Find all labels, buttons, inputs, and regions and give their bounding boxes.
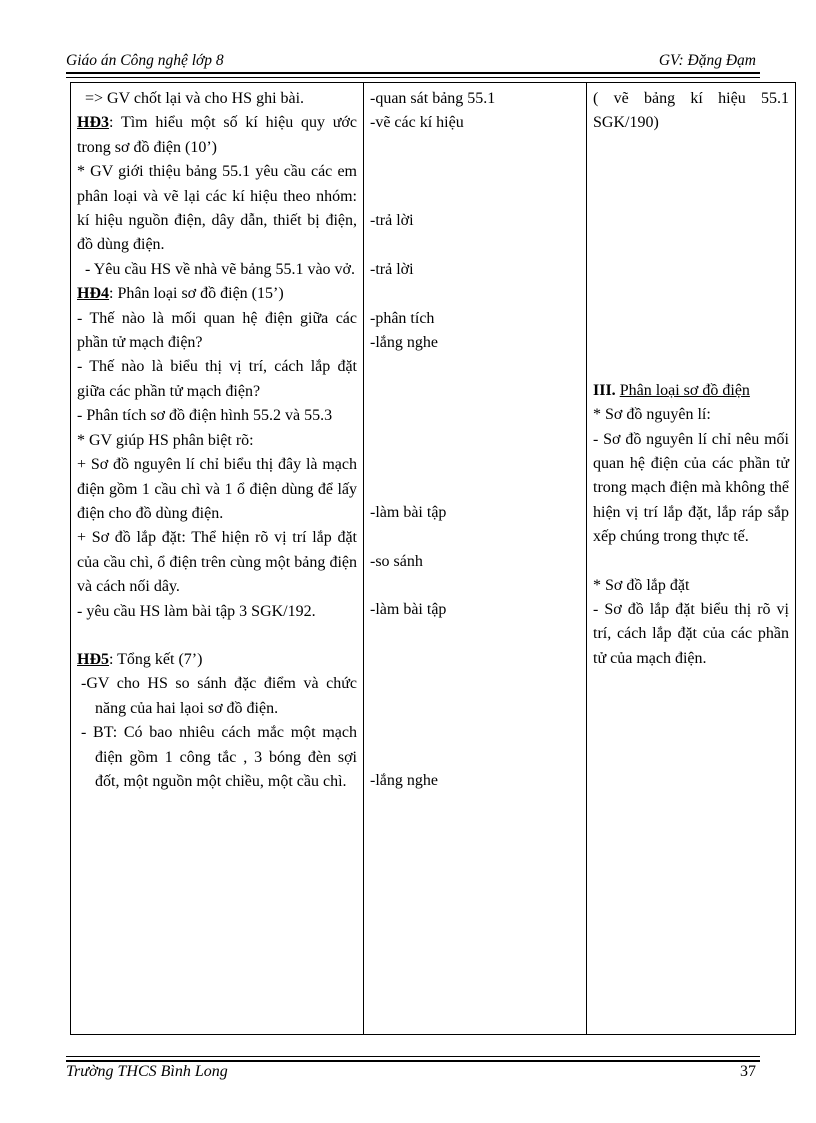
hd4-line — [77, 282, 357, 306]
hd4-text: : Phân loại sơ đồ điện (15’) — [109, 285, 284, 303]
col1-line: - yêu cầu HS làm bài tập 3 SGK/192. — [77, 602, 316, 620]
notes-column — [587, 83, 796, 1035]
col3-line: - Sơ đồ nguyên lí chỉ nêu mối quan hệ điện của các phần tử trong mạch điện mà không thể hiện vị trí lắp đặt, lắp ráp sắp xếp chúng trong thực tế. — [593, 430, 789, 546]
col3-line: ( vẽ bảng kí hiệu 55.1 SGK/190) — [593, 90, 789, 132]
hd5-text: : Tổng kết (7’) — [109, 650, 203, 668]
footer-school: Trường THCS Bình Long — [66, 1063, 228, 1080]
table-row — [71, 83, 796, 1035]
col2-line: -quan sát bảng 55.1 — [370, 90, 496, 107]
col1-line: - BT: Có bao nhiêu cách mắc một mạch điện gồm 1 công tắc , 3 bóng đèn sợi đốt, một nguồn một chiều, một cầu chì. — [81, 724, 357, 790]
col2-line: -trả lời — [370, 261, 414, 279]
spacer — [370, 136, 580, 209]
col1-line: => GV chốt lại và cho HS ghi bài. — [85, 90, 305, 107]
hd3-label: HĐ3 — [77, 114, 109, 132]
hd4-label: HĐ4 — [77, 285, 109, 303]
spacer — [370, 233, 580, 258]
col1-line: + Sơ đồ lắp đặt: Thể hiện rõ vị trí lắp đặt của cầu chì, ổ điện trên cùng một bảng điện và cách nối dây. — [77, 529, 357, 596]
header-teacher: GV: Đặng Đạm — [658, 52, 756, 69]
col1-line: - Yêu cầu HS về nhà vẽ bảng 55.1 vào vở. — [85, 260, 356, 278]
col2-line: -so sánh — [370, 552, 423, 570]
col2-line: -phân tích — [370, 309, 435, 327]
footer-rule-thin — [66, 1056, 760, 1057]
col3-line: - Sơ đồ lắp đặt biểu thị rõ vị trí, cách lắp đặt của các phần tử của mạch điện. — [593, 601, 789, 667]
col1-line: * GV giới thiệu bảng 55.1 yêu cầu các em phân loại và vẽ lại các kí hiệu theo nhóm: kí hiệu nguồn điện, dây dẫn, thiết bị điện, đồ dùng điện. — [77, 163, 357, 254]
spacer — [370, 574, 580, 598]
page-footer — [66, 1063, 756, 1085]
col1-line: * GV giúp HS phân biệt rõ: — [77, 431, 254, 449]
spacer — [593, 550, 789, 574]
spacer — [370, 526, 580, 550]
col2-line: -trả lời — [370, 211, 414, 229]
spacer — [370, 623, 580, 769]
col1-line: - Phân tích sơ đồ điện hình 55.2 và 55.3 — [77, 407, 333, 425]
spacer — [370, 283, 580, 307]
spacer — [593, 136, 789, 379]
page-header — [66, 52, 756, 72]
col2-line: -làm bài tập — [370, 504, 447, 522]
section-heading — [593, 379, 789, 403]
section-number: III. — [593, 381, 616, 399]
header-subject: Giáo án Công nghệ lớp 8 — [66, 52, 224, 69]
page-number: 37 — [740, 1063, 756, 1080]
col2-line: -lắng nghe — [370, 334, 438, 352]
spacer — [77, 624, 357, 648]
teacher-activity-column — [71, 83, 364, 1035]
col1-line: + Sơ đồ nguyên lí chỉ biểu thị đây là mạch điện gồm 1 cầu chì và 1 ổ điện dùng để lấy điện cho đồ dùng điện. — [77, 456, 357, 522]
col1-line: -GV cho HS so sánh đặc điểm và chức năng của hai lạoi sơ đồ điện. — [81, 675, 357, 717]
spacer — [370, 355, 580, 501]
hd3-line — [77, 111, 357, 160]
student-activity-column — [364, 83, 587, 1035]
section-title: Phân loại sơ đồ điện — [619, 381, 750, 399]
hd5-line — [77, 648, 357, 672]
hd5-label: HĐ5 — [77, 650, 109, 668]
header-rule — [66, 72, 760, 74]
col2-line: -vẽ các kí hiệu — [370, 114, 464, 132]
hd3-text: : Tìm hiểu một số kí hiệu quy ước trong sơ đồ điện (10’) — [77, 114, 357, 156]
col1-line: - Thế nào là mối quan hệ điện giữa các phần tử mạch điện? — [77, 309, 357, 352]
col2-line: -lắng nghe — [370, 771, 438, 789]
header-rule-thin — [66, 77, 760, 78]
footer-rule — [66, 1060, 760, 1062]
col3-line: * Sơ đồ lắp đặt — [593, 576, 690, 594]
col3-line: * Sơ đồ nguyên lí: — [593, 406, 711, 424]
lesson-table — [70, 82, 796, 1035]
col1-line: - Thế nào là biểu thị vị trí, cách lắp đặt giữa các phần tử mạch điện? — [77, 358, 357, 400]
col2-line: -làm bài tập — [370, 601, 447, 619]
